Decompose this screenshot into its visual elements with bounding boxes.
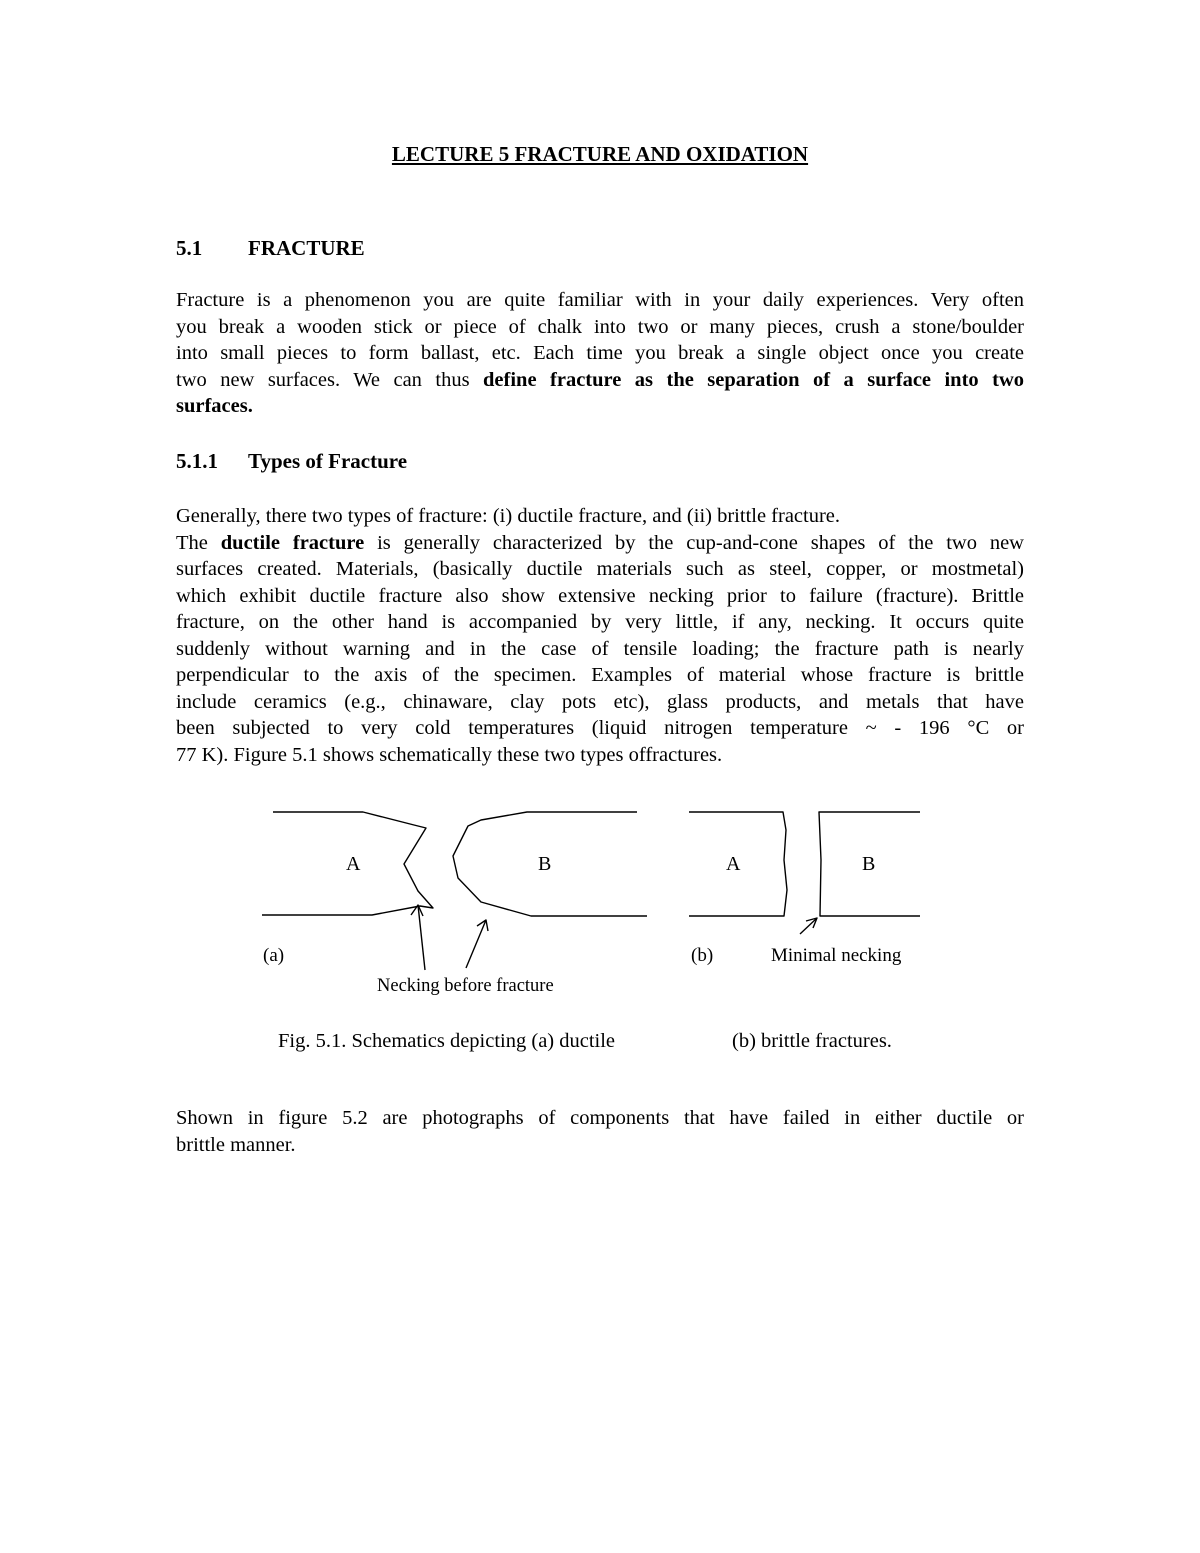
ductile-fracture-term: ductile fracture (220, 531, 365, 554)
types-line-7: perpendicular to the axis of the specimen. Examples of material whose fracture is brittle (176, 664, 1024, 686)
types-line-4: which exhibit ductile fracture also show extensive necking prior to failure (fracture). Brittle (176, 584, 1024, 607)
figure-caption-b: (b) brittle fractures. (732, 1030, 892, 1052)
label-a-ductile: A (346, 853, 361, 875)
fracture-definition: define fracture as the separation of a surface into two (483, 368, 1024, 391)
label-a-brittle: A (726, 853, 741, 875)
intro-line-4-text: two new surfaces. We can thus (176, 368, 484, 391)
subsection-title: Types of Fracture (248, 449, 408, 473)
necking-arrow-left (418, 905, 425, 970)
intro-line-3: into small pieces to form ballast, etc. Each time you break a single object once you create (176, 342, 1024, 364)
intro-line-2: you break a wooden stick or piece of chalk into two or many pieces, crush a stone/boulder (176, 315, 1024, 338)
types-line-1: Generally, there two types of fracture: (i) ductile fracture, and (ii) brittle fracture. (176, 505, 841, 527)
section-title: FRACTURE (248, 236, 365, 260)
panel-b-label: (b) (691, 945, 714, 966)
types-line-10: 77 K). Figure 5.1 shows schematically these two types offractures. (176, 743, 723, 766)
fracture-definition-end: surfaces. (176, 395, 253, 417)
panel-a-label: (a) (263, 945, 285, 966)
types-line-8: include ceramics (e.g., chinaware, clay pots etc), glass products, and metals that have (176, 690, 1024, 713)
label-b-brittle: B (862, 853, 876, 875)
figure-caption-a: Fig. 5.1. Schematics depicting (a) ductile (278, 1030, 616, 1052)
subsection-number: 5.1.1 (176, 449, 218, 473)
closing-line-2: brittle manner. (176, 1133, 296, 1156)
types-line-5: fracture, on the other hand is accompanied by very little, if any, necking. It occurs quite (176, 611, 1024, 633)
page-title: LECTURE 5 FRACTURE AND OXIDATION (391, 142, 809, 166)
types-line-9: been subjected to very cold temperatures (liquid nitrogen temperature ~ - 196 °C or (176, 717, 1024, 739)
label-b-ductile: B (538, 853, 552, 875)
types-line-2a: The (176, 531, 221, 554)
types-line-6: suddenly without warning and in the case of tensile loading; the fracture path is nearly (176, 637, 1024, 660)
types-line-3: surfaces created. Materials, (basically ductile materials such as steel, copper, or mostmetal) (176, 558, 1024, 580)
section-number: 5.1 (176, 236, 203, 260)
closing-paragraph (176, 1105, 1024, 1158)
intro-line-1: Fracture is a phenomenon you are quite familiar with in your daily experiences. Very often (176, 289, 1024, 311)
necking-before-fracture-label: Necking before fracture (377, 976, 554, 996)
closing-line-1: Shown in figure 5.2 are photographs of components that have failed in either ductile or (176, 1107, 1024, 1129)
necking-arrow-right (466, 920, 486, 968)
minimal-necking-label: Minimal necking (771, 945, 902, 966)
types-line-2c: is generally characterized by the cup-and-cone shapes of the two new (364, 531, 1024, 554)
